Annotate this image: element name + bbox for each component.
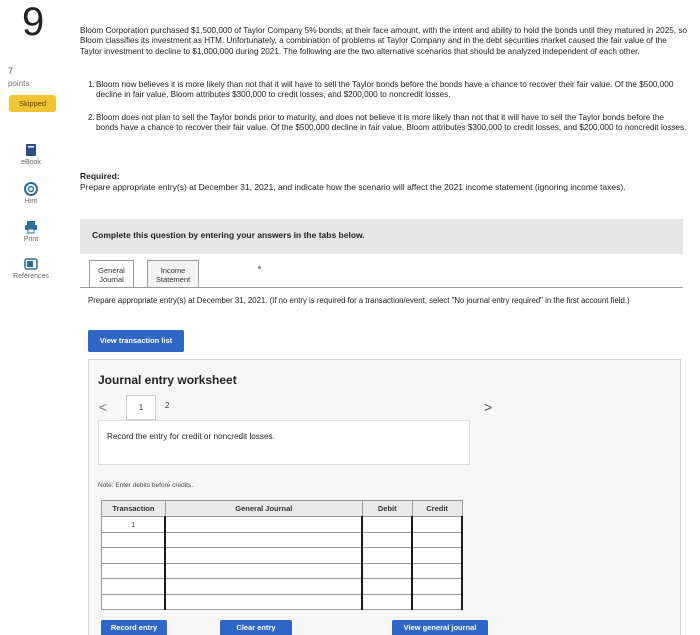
page-1-button[interactable]: 1 bbox=[126, 395, 156, 420]
scenario-number: 1. bbox=[88, 80, 95, 89]
debits-note: Note: Enter debits before credits. bbox=[98, 482, 194, 489]
scenario-number: 2. bbox=[88, 113, 95, 122]
required-text: Prepare appropriate entry(s) at December 31, 2021, and indicate how the scenario will affect the 2021 income statement (ignoring income taxes). bbox=[80, 182, 626, 192]
debit-field[interactable] bbox=[362, 548, 412, 564]
scenario-2 bbox=[88, 113, 688, 134]
problem-text: Bloom Corporation purchased $1,500,000 of Taylor Company 5% bonds, at their face amount, with the intent and ability to hold the bonds until they matured in 2025, so Bloom classifies its investment as HTM. Unfortunately, a combination of problems at Taylor Company and in the debt securities market caused the fair value of the Taylor investment to decline to $1,000,000 during 2021. The following are the two alternative scenarios that should be analyzed independent of each other. bbox=[80, 26, 688, 56]
ebook-label: eBook bbox=[21, 159, 41, 166]
scenario-1 bbox=[88, 80, 688, 101]
transaction-cell bbox=[102, 532, 166, 548]
next-arrow-icon[interactable]: > bbox=[484, 399, 493, 415]
worksheet-prompt-box bbox=[98, 420, 470, 465]
tab-instruction: Prepare appropriate entry(s) at December 31, 2021. (If no entry is required for a transaction/event, select "No journal entry required" in the first account field.) bbox=[88, 296, 630, 305]
col-transaction: Transaction bbox=[102, 501, 166, 517]
worksheet-prompt-text: Record the entry for credit or noncredit losses. bbox=[107, 432, 275, 441]
credit-field[interactable] bbox=[412, 517, 462, 533]
tab-divider bbox=[80, 287, 683, 288]
journal-entry-table bbox=[101, 500, 463, 610]
account-field[interactable] bbox=[165, 579, 362, 595]
col-general-journal: General Journal bbox=[165, 501, 362, 517]
table-row bbox=[102, 594, 463, 610]
table-row bbox=[102, 532, 463, 548]
tab-label-line2: Journal bbox=[99, 275, 124, 284]
page-2-button[interactable]: 2 bbox=[165, 401, 170, 410]
table-row bbox=[102, 517, 463, 533]
print-button[interactable] bbox=[0, 220, 62, 243]
book-icon bbox=[25, 143, 37, 157]
tab-label-line2: Statement bbox=[155, 275, 191, 284]
account-field[interactable] bbox=[165, 563, 362, 579]
credit-field[interactable] bbox=[412, 594, 462, 610]
table-row bbox=[102, 579, 463, 595]
tab-income-statement[interactable] bbox=[147, 260, 199, 288]
credit-field[interactable] bbox=[412, 563, 462, 579]
references-icon bbox=[24, 257, 38, 271]
ebook-button[interactable] bbox=[0, 143, 62, 166]
credit-field[interactable] bbox=[412, 579, 462, 595]
scenario-text: Bloom does not plan to sell the Taylor bonds prior to maturity, and does not believe it is more likely than not that it will have to sell the Taylor bonds before the bonds have a chance to recover their fair value. Of the $500,000 decline in fair value, Bloom attributes $300,000 to credit losses, and $200,000 to noncredit losses. bbox=[96, 113, 687, 133]
question-rail bbox=[0, 0, 62, 635]
prev-arrow-icon[interactable]: < bbox=[99, 399, 108, 415]
debit-field[interactable] bbox=[362, 579, 412, 595]
instructions-banner bbox=[80, 219, 683, 254]
record-entry-button[interactable]: Record entry bbox=[101, 620, 167, 635]
view-transaction-list-button[interactable]: View transaction list bbox=[88, 330, 184, 352]
col-credit: Credit bbox=[412, 501, 462, 517]
tab-label-line1: Income bbox=[160, 266, 186, 275]
credit-field[interactable] bbox=[412, 548, 462, 564]
debit-field[interactable] bbox=[362, 517, 412, 533]
points-value: 7 bbox=[8, 66, 14, 76]
question-number: 9 bbox=[22, 0, 45, 44]
account-field[interactable] bbox=[165, 517, 362, 533]
table-row bbox=[102, 563, 463, 579]
clear-entry-button[interactable]: Clear entry bbox=[220, 620, 292, 635]
transaction-cell bbox=[102, 579, 166, 595]
life-ring-icon bbox=[24, 182, 38, 196]
hint-label: Hint bbox=[24, 198, 38, 205]
transaction-number: 1 bbox=[102, 517, 166, 533]
account-field[interactable] bbox=[165, 594, 362, 610]
transaction-cell bbox=[102, 563, 166, 579]
table-row bbox=[102, 548, 463, 564]
hint-button[interactable] bbox=[0, 182, 62, 205]
debit-field[interactable] bbox=[362, 532, 412, 548]
points-label: points bbox=[8, 79, 30, 88]
banner-text: Complete this question by entering your answers in the tabs below. bbox=[92, 230, 365, 240]
tab-label-line1: General bbox=[98, 266, 125, 275]
printer-icon bbox=[24, 220, 38, 234]
debit-field[interactable] bbox=[362, 563, 412, 579]
transaction-cell bbox=[102, 594, 166, 610]
tab-general-journal[interactable] bbox=[89, 260, 134, 288]
skipped-badge: Skipped bbox=[9, 95, 56, 112]
required-heading: Required: bbox=[80, 171, 120, 181]
dot-marker bbox=[258, 266, 261, 269]
col-debit: Debit bbox=[362, 501, 412, 517]
account-field[interactable] bbox=[165, 532, 362, 548]
credit-field[interactable] bbox=[412, 532, 462, 548]
debit-field[interactable] bbox=[362, 594, 412, 610]
view-general-journal-button[interactable]: View general journal bbox=[392, 620, 488, 635]
scenario-text: Bloom now believes it is more likely than not that it will have to sell the Taylor bonds before the bonds have a chance to recover their fair value. Of the $500,000 decline in fair value, Bloom attributes $300,000 to credit losses, and $200,000 to noncredit losses. bbox=[96, 80, 674, 100]
account-field[interactable] bbox=[165, 548, 362, 564]
references-button[interactable] bbox=[0, 257, 62, 280]
worksheet-title: Journal entry worksheet bbox=[98, 373, 237, 387]
transaction-cell bbox=[102, 548, 166, 564]
print-label: Print bbox=[23, 236, 39, 243]
references-label: References bbox=[13, 273, 49, 280]
